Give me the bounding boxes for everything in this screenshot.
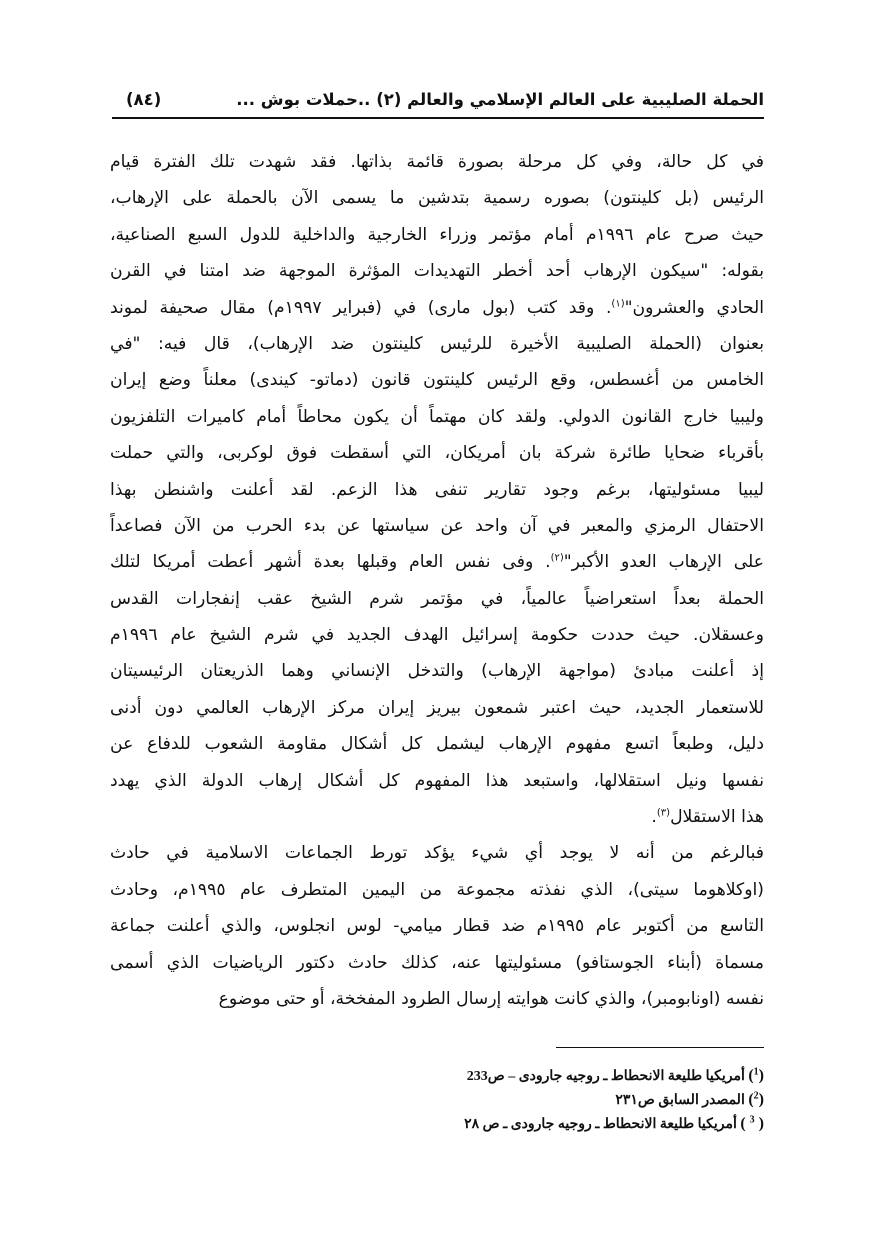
header-divider	[112, 117, 764, 119]
line-text: بأقرباء ضحايا طائرة شركة بان أمريكان، التي أسقطت فوق لوكربى، والتي حملت	[110, 443, 764, 464]
footnote-number: 3	[749, 1114, 755, 1126]
footnote-number: 1	[753, 1066, 759, 1078]
text-line	[110, 872, 764, 908]
line-text: على الإرهاب العدو الأكبر"	[563, 552, 765, 573]
text-line	[110, 544, 764, 580]
text-line	[110, 981, 764, 1017]
text-line	[110, 290, 764, 326]
footnote-reference: (٢)	[550, 552, 564, 564]
paragraph-1	[110, 144, 764, 835]
text-line	[110, 653, 764, 689]
text-line	[110, 180, 764, 216]
footnote-divider	[556, 1047, 764, 1048]
line-text: .	[651, 807, 657, 828]
footnote-close-paren: )	[748, 1067, 754, 1084]
line-text: بقوله: "سيكون الإرهاب أحد أخطر التهديدات المؤثرة الموجهة ضد امتنا في القرن	[110, 261, 764, 282]
text-line	[110, 472, 764, 508]
footnote-text: أمريكيا طليعة الانحطاط ـ روجيه جارودى – ص233	[466, 1069, 749, 1084]
footnote-open-paren: (	[758, 1067, 764, 1084]
line-text: الحملة بعداً استعراضياً عالمياً، في مؤتمر شرم الشيخ عقب إنفجارات القدس	[110, 588, 764, 609]
text-line	[110, 581, 764, 617]
line-text: بعنوان (الحملة الصليبية الأخيرة للرئيس كلينتون ضد الإرهاب)، قال فيه: "في	[110, 333, 764, 354]
text-line	[110, 763, 764, 799]
footnote	[464, 1064, 764, 1088]
footnotes	[464, 1064, 764, 1136]
text-line	[110, 435, 764, 471]
footnote-reference: (٣)	[656, 807, 671, 819]
text-line	[110, 326, 764, 362]
text-line	[110, 144, 764, 180]
page-number: (٨٤)	[126, 90, 162, 109]
text-line	[110, 945, 764, 981]
line-text: الحادي والعشرون"	[624, 297, 764, 318]
footnote-text: أمريكيا طليعة الانحطاط ـ روجيه جارودى ـ ص ٢٨	[464, 1117, 741, 1132]
line-text: (اوكلاهوما سيتى)، الذي نفذته مجموعة من اليمين المتطرف عام ١٩٩٥م، وحادث	[110, 879, 764, 900]
text-line	[110, 799, 764, 835]
text-line	[110, 399, 764, 435]
footnote-reference: (١)	[611, 297, 625, 309]
line-text: نفسه (اونابومبر)، والذي كانت هوايته إرسال الطرود المفخخة، أو حتى موضوع	[218, 988, 764, 1009]
text-line	[110, 217, 764, 253]
text-line	[110, 253, 764, 289]
line-text: الاحتفال الرمزي والمعبر في آن واحد عن سياستها عن بدء الحرب من الآن فصاعداً	[110, 515, 764, 536]
text-line	[110, 726, 764, 762]
line-text: الخامس من أغسطس، وقع الرئيس كلينتون قانون (دماتو- كيندى) معلناً وضع إيران	[110, 370, 764, 391]
line-text: الرئيس (بل كلينتون) بصوره رسمية بتدشين ما يسمى الآن بالحملة على الإرهاب،	[110, 188, 764, 209]
line-text: إذ أعلنت مبادئ (مواجهة الإرهاب) والتدخل الإنساني وهما الذريعتان الرئيسيتان	[110, 661, 764, 682]
line-text: فبالرغم من أنه لا يوجد أي شيء يؤكد تورط الجماعات الاسلامية في حادث	[110, 843, 764, 864]
footnote-open-paren: (	[758, 1091, 764, 1108]
text-line	[110, 617, 764, 653]
footnote	[464, 1088, 764, 1112]
line-text: هذا الاستقلال	[670, 807, 764, 828]
line-text: وعسقلان. حيث حددت حكومة إسرائيل الهدف الجديد في شرم الشيخ عام ١٩٩٦م	[110, 625, 764, 646]
line-text: التاسع من أكتوبر عام ١٩٩٥م ضد قطار ميامي- لوس انجلوس، والذي أعلنت جماعة	[110, 916, 764, 937]
paragraph-2	[110, 835, 764, 1017]
line-text: . وفى نفس العام وقبلها بعدة أشهر أعطت أمريكا لتلك	[110, 552, 551, 573]
footnote-close-paren: )	[740, 1115, 750, 1132]
footnote-close-paren: )	[748, 1091, 754, 1108]
line-text: حيث صرح عام ١٩٩٦م أمام مؤتمر وزراء الخارجية والداخلية للدول السبع الصناعية،	[110, 224, 764, 245]
text-line	[110, 908, 764, 944]
text-line	[110, 362, 764, 398]
text-line	[110, 835, 764, 871]
line-text: في كل حالة، وفي كل مرحلة بصورة قائمة بذاتها. فقد شهدت تلك الفترة قيام	[110, 152, 764, 172]
line-text: . وقد كتب (بول مارى) في (فبراير ١٩٩٧م) مقال صحيفة لموند	[110, 297, 612, 318]
line-text: نفسها ونيل استقلالها، واستبعد هذا المفهوم كل أشكال إرهاب الدولة الذي يهدد	[110, 770, 764, 791]
body-text	[110, 144, 764, 1017]
running-title: الحملة الصليبية على العالم الإسلامي والعالم (٢) ..حملات بوش ...	[236, 90, 764, 109]
line-text: دليل، وطبعاً اتسع مفهوم الإرهاب ليشمل كل أشكال مقاومة الشعوب للدفاع عن	[110, 734, 764, 755]
line-text: مسماة (أبناء الجوستافو) مسئوليتها عنه، كذلك حادث دكتور الرياضيات الذي أسمى	[110, 952, 764, 973]
footnote	[464, 1112, 764, 1136]
line-text: للاستعمار الجديد، حيث اعتبر شمعون بيريز إيران مركز الإرهاب العالمي دون أدنى	[110, 697, 764, 718]
running-header	[112, 86, 764, 116]
text-line	[110, 690, 764, 726]
footnote-number: 2	[753, 1090, 759, 1102]
footnote-text: المصدر السابق ص٢٣١	[615, 1093, 749, 1108]
footnote-open-paren: (	[754, 1115, 764, 1132]
text-line	[110, 508, 764, 544]
line-text: وليبيا خارج القانون الدولي. ولقد كان مهتماً أن يكون محاطاً أمام كاميرات التلفزيون	[110, 406, 764, 427]
line-text: ليبيا مسئوليتها، برغم وجود تقارير تنفى هذا الزعم. لقد أعلنت واشنطن بهذا	[110, 479, 764, 500]
